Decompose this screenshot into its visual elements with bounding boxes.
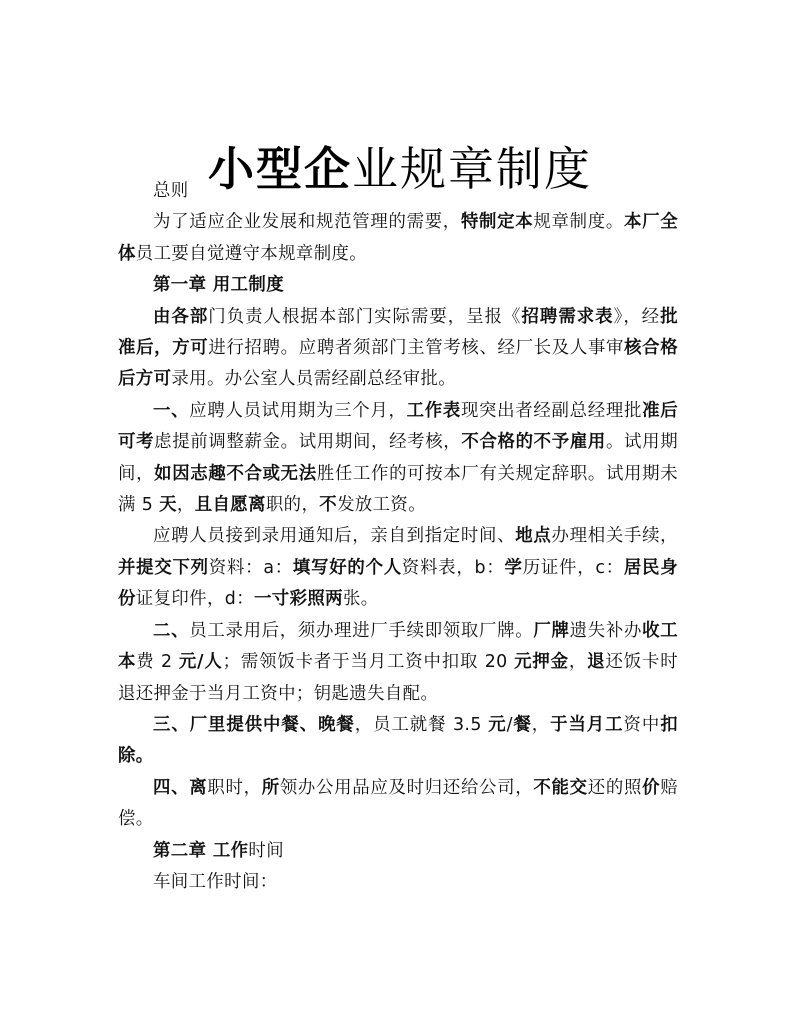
bold-text-run: 三、 bbox=[153, 714, 190, 735]
text-run: 门负责人根据本部门实际需要，呈报《 bbox=[208, 306, 522, 327]
text-run: 资料表，b： bbox=[401, 557, 505, 578]
text-run: ， bbox=[568, 652, 588, 673]
paragraph-workshop-hours bbox=[118, 867, 678, 898]
text-run: 进行招聘。应聘者须部门主管考核、经厂长及人事审 bbox=[208, 338, 625, 359]
text-run: 胜任工作的可按本厂有关规定 bbox=[316, 463, 552, 484]
paragraph-recruit-process bbox=[118, 302, 678, 396]
bold-text-run: 不 bbox=[319, 495, 338, 516]
bold-text-run: 填写好的个人 bbox=[292, 557, 402, 578]
document-body bbox=[118, 176, 678, 898]
paragraph-chapter-1 bbox=[118, 270, 678, 301]
paragraph-chapter-2 bbox=[118, 836, 678, 867]
bold-text-run: 招聘需求表 bbox=[521, 306, 614, 327]
text-run: 办理相关手续， bbox=[551, 526, 678, 547]
bold-text-run: 特制定本 bbox=[460, 212, 534, 233]
text-run: 费 2 bbox=[136, 652, 179, 673]
text-run: 辞职。试用期未满 5 bbox=[118, 463, 678, 516]
bold-text-run: 扣除。 bbox=[118, 714, 678, 767]
bold-text-run: 四、离 bbox=[153, 777, 208, 798]
bold-text-run: 天 bbox=[159, 495, 177, 516]
bold-text-run: 第一章 用工制度 bbox=[153, 275, 284, 296]
bold-text-run: 不合格的不予雇 bbox=[461, 432, 588, 453]
text-run: 。试用期间， bbox=[118, 432, 678, 484]
text-run: ；需领饭卡者于当月工资中扣取 20 bbox=[222, 652, 515, 673]
bold-text-run: 一、 bbox=[153, 400, 190, 421]
bold-text-run: 工作表 bbox=[406, 400, 461, 421]
bold-text-run: 厂里提供中餐、晚餐 bbox=[189, 714, 355, 735]
paragraph-general bbox=[118, 176, 678, 207]
bold-text-run: 元/人 bbox=[178, 652, 223, 673]
text-run: 赔偿。 bbox=[118, 777, 679, 830]
bold-text-run: 且自愿离 bbox=[194, 495, 266, 516]
text-run: 总则 bbox=[153, 181, 189, 201]
bold-text-run: 由各部 bbox=[153, 306, 209, 327]
text-run: 员工录用后，须办理进厂手续即领取厂牌。 bbox=[189, 620, 534, 641]
bold-text-run: 准后可考 bbox=[118, 400, 678, 453]
text-run: 车间工作时间： bbox=[153, 871, 278, 892]
text-run: 还的照 bbox=[587, 777, 643, 798]
text-run: 员工要自觉遵守本规章制度。 bbox=[135, 243, 368, 264]
title-regular-part: 业规章制度 bbox=[352, 141, 592, 196]
text-run: 应聘人员试用期为三个月， bbox=[189, 400, 407, 421]
title-bold-part: 小型企 bbox=[208, 141, 352, 196]
bold-text-run: 本厂全体 bbox=[118, 212, 678, 264]
bold-text-run: 如因志趣不合或无法 bbox=[154, 463, 317, 484]
paragraph-rule-3 bbox=[118, 710, 678, 773]
text-run: 资中 bbox=[623, 714, 661, 735]
bold-text-run: 餐 bbox=[512, 714, 532, 735]
bold-text-run: 第二章 工作 bbox=[153, 840, 249, 861]
paragraph-rule-1-docs bbox=[118, 521, 678, 615]
text-run: 张。 bbox=[342, 589, 379, 610]
bold-text-run: 核合格后方可 bbox=[118, 338, 678, 390]
text-run: ， bbox=[531, 714, 551, 735]
bold-text-run: 价 bbox=[642, 777, 661, 798]
text-run: 发放工资。 bbox=[337, 495, 427, 516]
text-run: ， bbox=[176, 495, 195, 516]
bold-text-run: 厂牌 bbox=[533, 620, 570, 641]
text-run: 时间 bbox=[248, 840, 285, 861]
text-run: 现突出者经副总经理批 bbox=[460, 400, 643, 421]
text-run: 录用。办公室人员需经副总经审批。 bbox=[171, 369, 457, 390]
text-run: 应聘人员接到录用通知后，亲自到指定时间、 bbox=[153, 526, 516, 547]
text-run: 证复印件，d： bbox=[135, 589, 254, 610]
text-run: 资料：a： bbox=[208, 557, 293, 578]
text-run: 职的， bbox=[265, 495, 320, 516]
text-run: 领办公用品应及时归还给公司， bbox=[279, 777, 534, 798]
bold-text-run: 收工本 bbox=[118, 620, 678, 673]
bold-text-run: 于当月工 bbox=[550, 714, 624, 735]
text-run: 》，经 bbox=[613, 306, 661, 327]
text-run: 遗失补办 bbox=[569, 620, 643, 641]
text-run: / bbox=[506, 714, 513, 735]
bold-text-run: 一寸彩照两 bbox=[253, 589, 343, 610]
text-run: 虑提前调整薪金。试用期间，经考核， bbox=[154, 432, 462, 453]
bold-text-run: 居民身份 bbox=[118, 557, 678, 610]
paragraph-intro bbox=[118, 207, 678, 270]
bold-text-run: 并提交下列 bbox=[118, 557, 209, 578]
paragraph-rule-2 bbox=[118, 616, 678, 710]
paragraph-rule-4 bbox=[118, 773, 678, 836]
bold-text-run: 学 bbox=[504, 557, 523, 578]
text-run: 历证件，c： bbox=[522, 557, 624, 578]
text-run: 职时， bbox=[207, 777, 262, 798]
text-run: 为了适应企业发展和规范管理的需要， bbox=[153, 212, 461, 233]
bold-text-run: 元 bbox=[488, 714, 507, 735]
bold-text-run: 地点 bbox=[515, 526, 552, 547]
bold-text-run: 二、 bbox=[153, 620, 190, 641]
bold-text-run: 批准后，方可 bbox=[118, 306, 678, 359]
bold-text-run: 用 bbox=[587, 432, 606, 453]
text-run: 规章制度。 bbox=[533, 212, 624, 233]
text-run: ，员工就餐 3.5 bbox=[354, 714, 489, 735]
bold-text-run: 元押金 bbox=[514, 652, 569, 673]
bold-text-run: 所 bbox=[261, 777, 280, 798]
bold-text-run: 不能交 bbox=[533, 777, 588, 798]
bold-text-run: 退 bbox=[587, 652, 606, 673]
text-run: 还饭卡时退还押金于当月工资中；钥匙遗失自配。 bbox=[118, 652, 679, 704]
paragraph-rule-1 bbox=[118, 396, 678, 522]
